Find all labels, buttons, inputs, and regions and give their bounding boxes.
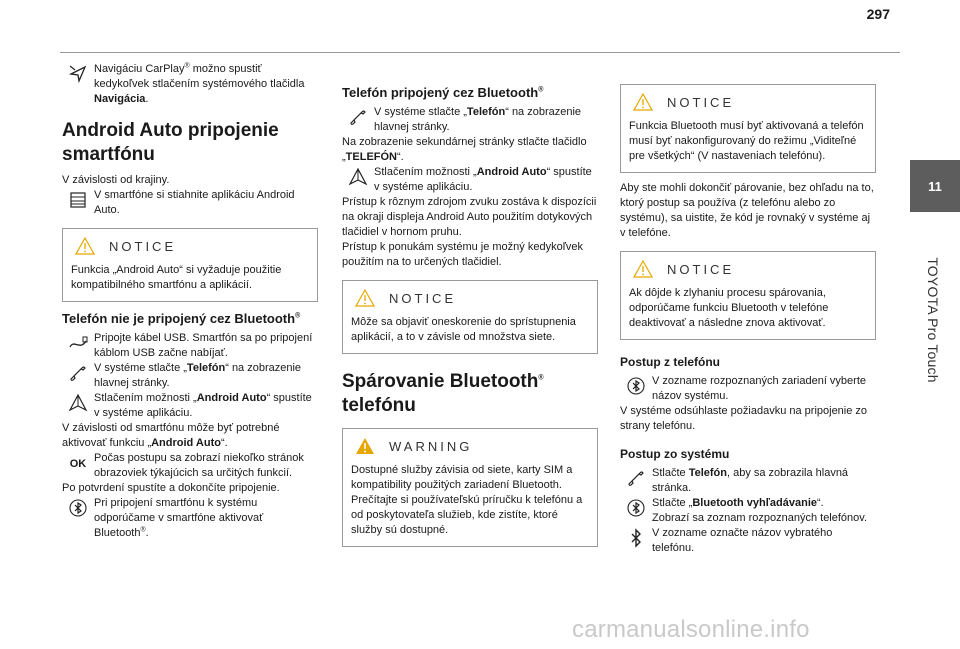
notice-box-delay [342,280,598,354]
notice-title: NOTICE [389,290,457,306]
menu-access-note: Prístup k ponukám systému je možný kedykoľvek použitím na to určených tlačidiel. [342,241,584,268]
notice-text: Funkcia Bluetooth musí byť aktivovaná a telefón musí byť nakonfigurovaný do režimu „Viditeľné pre všetkých“ (V nastaveniach telefónu). [629,120,864,162]
phone-icon [342,105,374,135]
download-app-icon [62,188,94,218]
country-note: V závislosti od krajiny. [62,174,170,186]
warning-triangle-icon [633,260,653,278]
watermark: carmanualsonline.info [572,616,810,643]
from-phone-heading: Postup z telefónu [620,355,720,369]
carplay-instruction: Navigáciu CarPlay® možno spustiť kedykoľvek stlačením systémového tlačidla Navigácia. [62,62,318,107]
android-auto-icon [62,391,94,421]
header-divider [60,52,900,53]
chapter-label [923,225,943,415]
usb-instruction: Pripojte kábel USB. Smartfón sa po pripojení káblom USB začne nabíjať. [62,331,318,361]
warning-filled-icon [355,437,375,455]
from-system-heading: Postup zo systému [620,447,730,461]
navigation-icon [62,62,94,92]
no-bluetooth-heading: Telefón nie je pripojený cez Bluetooth® [62,311,301,326]
page-number: 297 [866,6,890,22]
android-press-instruction-2: Stlačením možnosti „Android Auto“ spustíte v systéme aplikáciu. [342,165,598,195]
android-press-instruction: Stlačením možnosti „Android Auto“ spustíte v systéme aplikáciu. [62,391,318,421]
from-phone-accept: V systéme odsúhlaste požiadavku na pripojenie zo strany telefónu. [620,405,868,432]
warning-title: WARNING [389,438,473,454]
notice-box-android [62,228,318,302]
install-instruction: V smartfóne si stiahnite aplikáciu Android Auto. [62,188,318,218]
confirm-note: Po potvrdení spustíte a dokončíte pripojenie. [62,482,280,494]
notice-text: Môže sa objaviť oneskorenie do sprístupnenia aplikácií, a to v závisle od množstva siete. [351,316,576,343]
usb-cable-icon [62,331,94,361]
bluetooth-circle-icon [62,496,94,526]
android-auto-icon [342,165,374,195]
notice-title: NOTICE [667,94,735,110]
warning-triangle-icon [633,93,653,111]
warning-text: Dostupné služby závisia od siete, karty SIM a kompatibility použitých zariadení Bluetooth. Prečítajte si používateľskú príručku k telefónu a od poskytovateľa služieb, kde zistíte, ktoré služby sú dostupné. [351,464,583,536]
ok-icon: OK [69,458,87,470]
notice-text: Funkcia „Android Auto“ si vyžaduje použitie kompatibilného smartfónu a aplikácií. [71,264,282,291]
warning-triangle-icon [355,289,375,307]
bluetooth-connected-heading: Telefón pripojený cez Bluetooth® [342,85,544,100]
notice-text: Ak dôjde k zlyhaniu procesu spárovania, odporúčame funkciu Bluetooth v telefóne deaktivovať a následne znova aktivovať. [629,287,829,329]
ok-instruction: OK Počas postupu sa zobrazí niekoľko stránok obrazoviek týkajúcich sa určitých funkcií. [69,452,304,479]
bluetooth-icon [620,526,652,556]
notice-box-failure [620,251,876,340]
column-3 [620,62,876,556]
notice-box-visibility [620,84,876,173]
from-system-choose: V zozname označte názov vybratého telefónu. [620,526,876,556]
column-1 [62,62,318,541]
from-phone-select: V zozname rozpoznaných zariadení vyberte názov systému. [620,374,876,404]
bluetooth-recommend: Pri pripojení smartfónu k systému odporúčame v smartfóne aktivovať Bluetooth®. [62,496,318,541]
pairing-code-note: Aby ste mohli dokončiť párovanie, bez ohľadu na to, ktorý postup sa používa (z telefónu alebo zo systému), sa uistite, že kód je rovnaký v systéme aj v telefóne. [620,182,874,239]
audio-access-note: Prístup k rôznym zdrojom zvuku zostáva k dispozícii na okraji displeja Android Auto použitím dotykových tlačidiel v hornom pruhu. [342,196,597,238]
activate-note: V závislosti od smartfónu môže byť potrebné aktivovať funkciu „Android Auto“. [62,422,280,449]
chapter-tab: 11 [910,160,960,212]
phone-press-instruction: V systéme stlačte „Telefón“ na zobrazenie hlavnej stránky. [62,361,318,391]
column-2 [342,62,598,555]
from-system-press: Stlačte Telefón, aby sa zobrazila hlavná stránka. [620,466,876,496]
phone-icon [620,466,652,496]
phone-icon [62,361,94,391]
from-system-search: Stlačte „Bluetooth vyhľadávanie“. Zobrazí sa zoznam rozpoznaných telefónov. [620,496,876,526]
chapter-label-text: TOYOTA Pro Touch [925,257,941,383]
phone-press-instruction-2: V systéme stlačte „Telefón“ na zobrazenie hlavnej stránky. [342,105,598,135]
warning-triangle-icon [75,237,95,255]
bluetooth-circle-icon [620,496,652,526]
notice-title: NOTICE [109,238,177,254]
notice-title: NOTICE [667,261,735,277]
secondary-page-note: Na zobrazenie sekundárnej stránky stlačte tlačidlo „TELEFÓN“. [342,136,587,163]
warning-box [342,428,598,547]
bluetooth-circle-icon [620,374,652,404]
bluetooth-pairing-heading: Spárovanie Bluetooth® telefónu [342,371,544,416]
android-auto-heading: Android Auto pripojenie smartfónu [62,120,279,165]
